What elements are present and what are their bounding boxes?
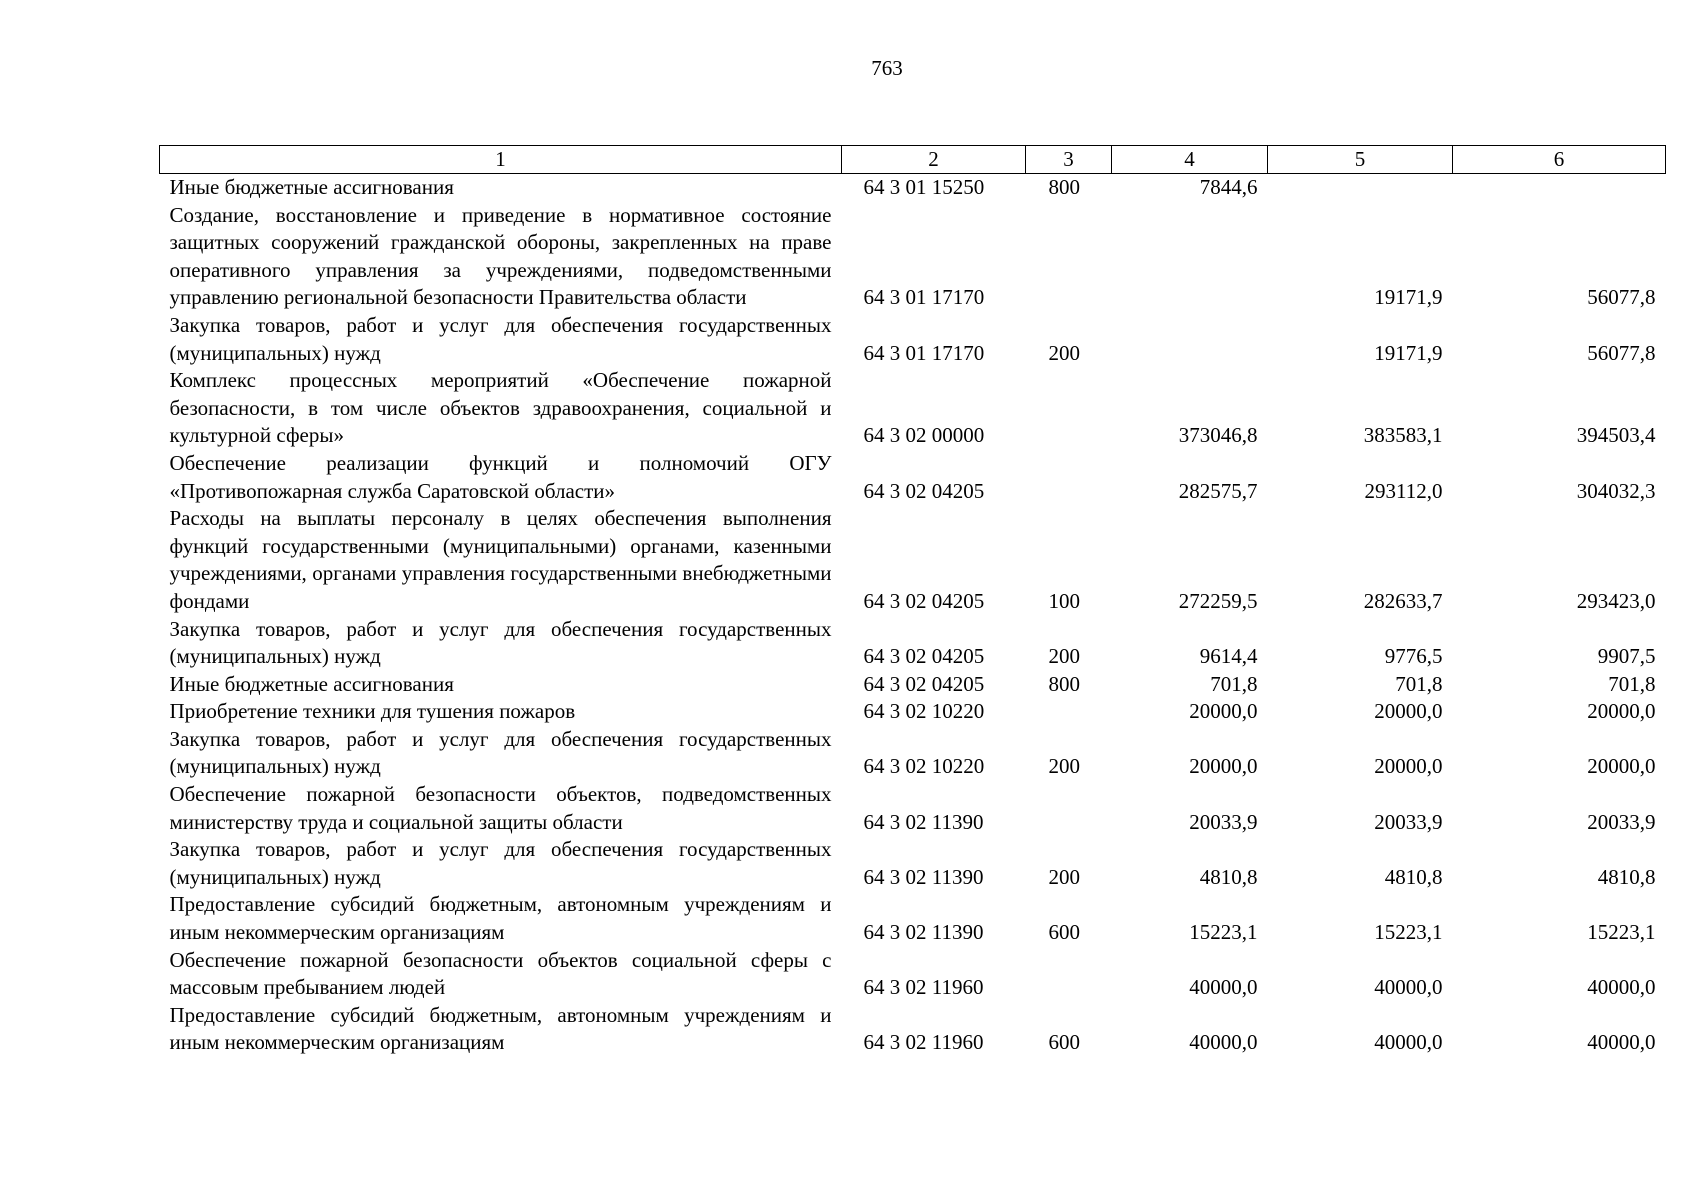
amount-col-5: 293112,0: [1364, 478, 1443, 503]
amount-col-5: 40000,0: [1374, 975, 1443, 1000]
table-row: [160, 836, 1666, 891]
amount-col-4: 4810,8: [1199, 864, 1258, 889]
table-header: [160, 146, 1666, 174]
target-article-code: 64 3 02 04205: [863, 478, 985, 503]
table-row: [160, 891, 1666, 946]
column-header-6: 6: [1453, 146, 1666, 174]
amount-col-4: [1112, 312, 1268, 367]
expense-type-code: 100: [1048, 588, 1080, 613]
amount-col-4: 282575,7: [1178, 478, 1258, 503]
expense-name: Создание, восстановление и приведение в нормативное состояние защитных сооружений гражданской обороны, закрепленных на праве оперативного управления за учреждениями, подведомственными управлению региональной безопасности Правительства области: [169, 202, 832, 310]
expense-type-code: [1026, 698, 1112, 726]
expense-type-code: 600: [1048, 1030, 1080, 1055]
target-article-code: 64 3 02 10220: [863, 754, 985, 779]
amount-col-5: 282633,7: [1363, 588, 1443, 613]
amount-col-5: 4810,8: [1384, 864, 1443, 889]
target-article-code: 64 3 02 04205: [863, 588, 985, 613]
amount-col-6: 40000,0: [1587, 1030, 1656, 1055]
amount-col-4: 20000,0: [1189, 699, 1258, 724]
target-article-code: 64 3 02 04205: [863, 644, 985, 669]
target-article-code: 64 3 01 17170: [863, 285, 985, 310]
target-article-code: 64 3 02 10220: [863, 699, 985, 724]
amount-col-5: 20033,9: [1374, 809, 1443, 834]
amount-col-6: 15223,1: [1587, 920, 1656, 945]
amount-col-4: 9614,4: [1199, 644, 1258, 669]
amount-col-6: 9907,5: [1597, 644, 1656, 669]
table-row: [160, 312, 1666, 367]
expense-name: Обеспечение пожарной безопасности объектов социальной сферы с массовым пребыванием людей: [169, 947, 832, 1000]
expense-name: Иные бюджетные ассигнования: [169, 175, 454, 199]
amount-col-6: 56077,8: [1587, 340, 1656, 365]
expense-name: Комплекс процессных мероприятий «Обеспечение пожарной безопасности, в том числе объектов здравоохранения, социальной и культурной сферы»: [169, 368, 832, 448]
expense-name: Приобретение техники для тушения пожаров: [169, 699, 576, 724]
target-article-code: 64 3 02 11960: [863, 975, 984, 1000]
amount-col-6: 394503,4: [1576, 423, 1656, 448]
expense-name: Обеспечение реализации функций и полномочий ОГУ «Противопожарная служба Саратовской области»: [169, 450, 832, 503]
header-row: [160, 146, 1666, 174]
expense-name: Закупка товаров, работ и услуг для обеспечения государственных (муниципальных) нужд: [169, 616, 832, 669]
amount-col-5: 383583,1: [1363, 423, 1443, 448]
amount-col-5: 19171,9: [1374, 285, 1443, 310]
amount-col-4: 701,8: [1210, 671, 1258, 696]
table-body: [160, 174, 1666, 1058]
amount-col-5: 40000,0: [1374, 1030, 1443, 1055]
amount-col-6: 20000,0: [1587, 754, 1656, 779]
table-row: [160, 202, 1666, 312]
target-article-code: 64 3 02 11960: [863, 1030, 984, 1055]
amount-col-4: 7844,6: [1199, 175, 1258, 199]
expense-type-code: [1026, 202, 1112, 312]
amount-col-6: 20000,0: [1587, 699, 1656, 724]
expense-type-code: 600: [1048, 920, 1080, 945]
amount-col-6: 20033,9: [1587, 809, 1656, 834]
table-row: [160, 616, 1666, 671]
column-header-4: 4: [1112, 146, 1268, 174]
amount-col-6: [1453, 174, 1666, 202]
expense-type-code: [1026, 450, 1112, 505]
expense-name: Предоставление субсидий бюджетным, автономным учреждениям и иным некоммерческим организациям: [169, 1002, 832, 1055]
expense-name: Закупка товаров, работ и услуг для обеспечения государственных (муниципальных) нужд: [169, 312, 832, 365]
column-header-1: 1: [160, 146, 842, 174]
expense-name: Закупка товаров, работ и услуг для обеспечения государственных (муниципальных) нужд: [169, 837, 832, 889]
target-article-code: 64 3 01 15250: [863, 175, 985, 199]
column-header-3: 3: [1026, 146, 1112, 174]
expense-name: Обеспечение пожарной безопасности объектов, подведомственных министерству труда и социальной защиты области: [169, 782, 832, 834]
budget-table: [159, 145, 1666, 1057]
amount-col-4: 373046,8: [1178, 423, 1258, 448]
target-article-code: 64 3 02 11390: [863, 864, 984, 889]
target-article-code: 64 3 02 11390: [863, 809, 984, 834]
amount-col-5: 19171,9: [1374, 340, 1443, 365]
column-header-5: 5: [1268, 146, 1453, 174]
amount-col-6: 56077,8: [1587, 285, 1656, 310]
table-row: [160, 450, 1666, 505]
amount-col-5: [1268, 174, 1453, 202]
expense-type-code: 200: [1048, 864, 1080, 889]
expense-name: Закупка товаров, работ и услуг для обеспечения государственных (муниципальных) нужд: [169, 726, 832, 779]
amount-col-6: 304032,3: [1576, 478, 1656, 503]
amount-col-6: 40000,0: [1587, 975, 1656, 1000]
table-row: [160, 1002, 1666, 1057]
target-article-code: 64 3 02 00000: [863, 423, 985, 448]
amount-col-5: 20000,0: [1374, 754, 1443, 779]
amount-col-6: 4810,8: [1597, 864, 1656, 889]
amount-col-5: 701,8: [1395, 671, 1443, 696]
expense-type-code: 200: [1048, 340, 1080, 365]
amount-col-5: 20000,0: [1374, 699, 1443, 724]
expense-type-code: 200: [1048, 754, 1080, 779]
amount-col-4: [1112, 202, 1268, 312]
target-article-code: 64 3 02 11390: [863, 920, 984, 945]
expense-name: Расходы на выплаты персоналу в целях обеспечения выполнения функций государственными (муниципальными) органами, казенными учреждениями, органами управления государственными внебюджетными фондами: [169, 506, 832, 613]
expense-name: Предоставление субсидий бюджетным, автономным учреждениям и иным некоммерческим организациям: [169, 892, 832, 945]
table-row: [160, 671, 1666, 699]
table-row: [160, 781, 1666, 836]
amount-col-5: 9776,5: [1384, 644, 1443, 669]
amount-col-5: 15223,1: [1374, 920, 1443, 945]
expense-name: Иные бюджетные ассигнования: [169, 671, 454, 696]
target-article-code: 64 3 02 04205: [863, 671, 985, 696]
page-number: 763: [871, 56, 903, 80]
expense-type-code: 800: [1048, 671, 1080, 696]
amount-col-6: 293423,0: [1576, 588, 1656, 613]
amount-col-4: 40000,0: [1189, 1030, 1258, 1055]
amount-col-4: 20033,9: [1189, 809, 1258, 834]
expense-type-code: [1026, 367, 1112, 450]
column-header-2: 2: [842, 146, 1026, 174]
table-row: [160, 947, 1666, 1002]
amount-col-4: 20000,0: [1189, 754, 1258, 779]
table-row: [160, 505, 1666, 615]
table-row: [160, 698, 1666, 726]
target-article-code: 64 3 01 17170: [863, 340, 985, 365]
expense-type-code: 200: [1048, 644, 1080, 669]
table-row: [160, 367, 1666, 450]
expense-type-code: [1026, 781, 1112, 836]
amount-col-4: 40000,0: [1189, 975, 1258, 1000]
amount-col-4: 272259,5: [1178, 588, 1258, 613]
amount-col-4: 15223,1: [1189, 920, 1258, 945]
expense-type-code: [1026, 947, 1112, 1002]
amount-col-6: 701,8: [1608, 671, 1656, 696]
table-row: [160, 174, 1666, 202]
expense-type-code: 800: [1048, 175, 1080, 199]
table-row: [160, 726, 1666, 781]
